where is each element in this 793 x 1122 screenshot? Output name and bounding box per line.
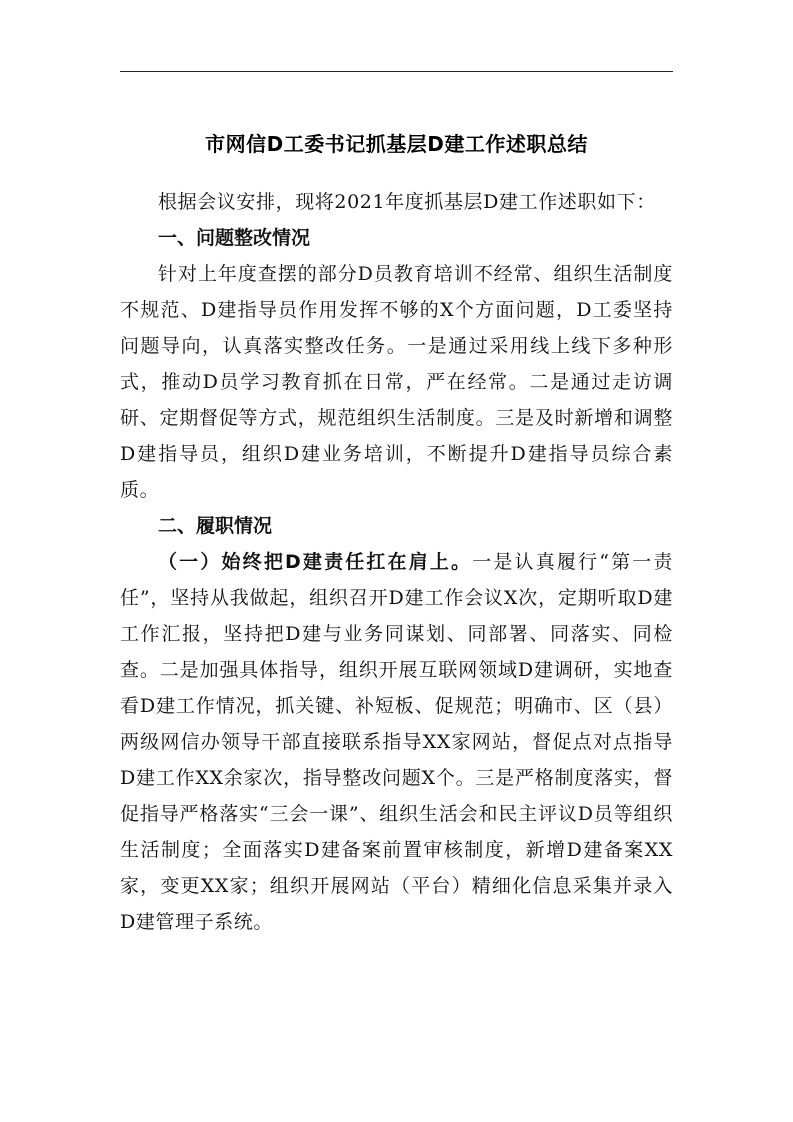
document-body xyxy=(120,184,673,940)
intro-paragraph: 根据会议安排，现将2021年度抓基层D建工作述职如下： xyxy=(158,191,656,213)
header-rule xyxy=(120,71,673,72)
item-text: 一是认真履行“第一责任”，坚持从我做起，组织召开D建工作会议X次，定期听取D建工作汇报，坚持把D建与业务同谋划、同部署、同落实、同检查。二是加强具体指导，组织开展互联网领域D建调研，实地查看D建工作情况，抓关键、补短板、促规范；明确市、区（县）两级网信办领导干部直接联系指导XX家网站，督促点对点指导D建工作XX余家次，指导整改问题X个。三是严格制度落实，督促指导严格落实“三会一课”、组织生活会和民主评议D员等组织生活制度；全面落实D建备案前置审核制度，新增D建备案XX家，变更XX家；组织开展网站（平台）精细化信息采集并录入D建管理子系统。 xyxy=(120,551,673,933)
section-paragraph-duties xyxy=(120,544,673,940)
section-paragraph-rectification: 针对上年度查摆的部分D员教育培训不经常、组织生活制度不规范、D建指导员作用发挥不够的X个方面问题，D工委坚持问题导向，认真落实整改任务。一是通过采用线上线下多种形式，推动D员学习教育抓在日常，严在经常。二是通过走访调研、定期督促等方式，规范组织生活制度。三是及时新增和调整D建指导员，组织D建业务培训，不断提升D建指导员综合素质。 xyxy=(120,263,673,501)
section-heading-rectification: 一、问题整改情况 xyxy=(158,227,311,249)
item-lead: （一）始终把D建责任扛在肩上。 xyxy=(158,551,473,573)
document-title: 市网信D工委书记抓基层D建工作述职总结 xyxy=(205,132,588,156)
section-heading-duties: 二、履职情况 xyxy=(158,515,273,537)
